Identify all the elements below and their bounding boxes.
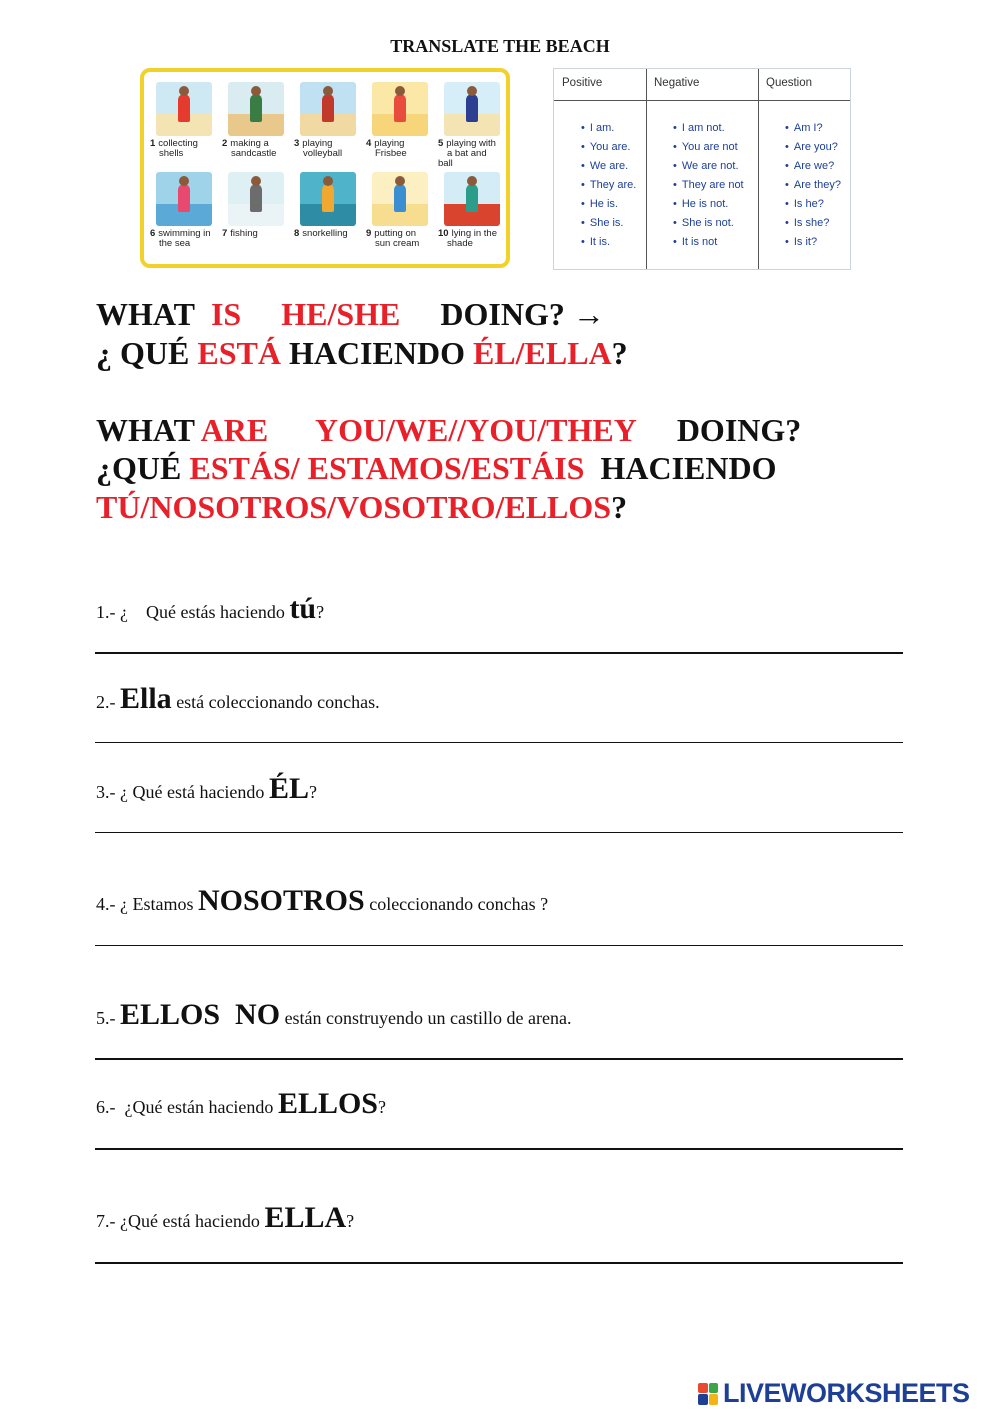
- rule2-spanish-line2: [96, 488, 627, 526]
- answer-line-6[interactable]: [95, 1148, 903, 1150]
- grammar-item: • It is.: [581, 235, 636, 254]
- word-esta: ESTÁ: [197, 335, 281, 371]
- grammar-item: • Is she?: [785, 216, 841, 235]
- negative-list: [673, 121, 744, 254]
- positive-header: Positive: [562, 77, 603, 89]
- positive-list: [581, 121, 636, 254]
- activity-illustration-icon: [372, 172, 428, 226]
- rule2-spanish-line1: [96, 449, 776, 487]
- word-are: ARE: [200, 412, 269, 448]
- question-mark: ?: [611, 335, 628, 371]
- word-elella: ÉL/ELLA: [472, 335, 612, 371]
- word-doing: DOING?: [676, 412, 802, 448]
- activity-8: [294, 172, 360, 239]
- grammar-item: • Is it?: [785, 235, 841, 254]
- word-is: IS: [210, 296, 242, 332]
- grammar-item: • She is not.: [673, 216, 744, 235]
- answer-line-7[interactable]: [95, 1262, 903, 1264]
- activity-caption: 1 collecting shells: [150, 138, 198, 159]
- grammar-item: • Are you?: [785, 140, 841, 159]
- question-mark: ?: [611, 489, 628, 525]
- activity-7: [222, 172, 288, 239]
- word-what: WHAT: [96, 412, 195, 448]
- answer-line-5[interactable]: [95, 1058, 903, 1060]
- word-que: ¿QUÉ: [96, 450, 182, 486]
- grammar-item: • We are not.: [673, 159, 744, 178]
- page-title: TRANSLATE THE BEACH: [390, 36, 610, 56]
- question-2: 2.- Ella está coleccionando conchas.: [96, 682, 380, 715]
- word-pronouns-es: TÚ/NOSOTROS/VOSOTRO/ELLOS: [96, 489, 612, 525]
- grammar-item: • Is he?: [785, 197, 841, 216]
- beach-activities-panel: [140, 68, 510, 268]
- logo-text: LIVEWORKSHEETS: [723, 1378, 970, 1408]
- activity-1: [150, 82, 216, 159]
- activity-caption: 5 playing with a bat and ball: [438, 138, 496, 169]
- grammar-table: [553, 68, 851, 270]
- grammar-item: • It is not: [673, 235, 744, 254]
- activity-illustration-icon: [228, 82, 284, 136]
- question-5: 5.- ELLOS NO están construyendo un castillo de arena.: [96, 998, 572, 1031]
- grammar-item: • Are we?: [785, 159, 841, 178]
- question-column: [758, 69, 852, 269]
- activity-caption: 10 lying in the shade: [438, 228, 497, 249]
- word-what: WHAT: [96, 296, 195, 332]
- activity-3: [294, 82, 360, 159]
- question-3: 3.- ¿ Qué está haciendo ÉL?: [96, 772, 317, 805]
- activity-illustration-icon: [300, 172, 356, 226]
- liveworksheets-logo[interactable]: [698, 1378, 970, 1409]
- activity-caption: 9 putting on sun cream: [366, 228, 420, 249]
- activity-illustration-icon: [444, 82, 500, 136]
- grammar-item: • Am I?: [785, 121, 841, 140]
- grammar-item: • I am not.: [673, 121, 744, 140]
- answer-line-4[interactable]: [95, 945, 903, 946]
- grammar-item: • I am.: [581, 121, 636, 140]
- rule2-english: [96, 411, 801, 449]
- activity-illustration-icon: [228, 172, 284, 226]
- rule1-english: [96, 295, 605, 333]
- question-7: 7.- ¿Qué está haciendo ELLA?: [96, 1201, 355, 1234]
- answer-line-2[interactable]: [95, 742, 903, 743]
- word-haciendo: HACIENDO: [288, 335, 465, 371]
- activity-2: [222, 82, 288, 159]
- question-6: 6.- ¿Qué están haciendo ELLOS?: [96, 1087, 386, 1120]
- activity-illustration-icon: [372, 82, 428, 136]
- activity-caption: 6 swimming in the sea: [150, 228, 211, 249]
- activity-illustration-icon: [156, 172, 212, 226]
- liveworksheets-logo-icon: [698, 1383, 718, 1405]
- rule1-spanish: [96, 334, 628, 372]
- activity-illustration-icon: [156, 82, 212, 136]
- question-1: 1.- ¿ Qué estás haciendo tú?: [96, 592, 325, 625]
- word-pronouns: YOU/WE//YOU/THEY: [315, 412, 637, 448]
- grammar-item: • She is.: [581, 216, 636, 235]
- negative-column: [646, 69, 758, 269]
- activity-4: [366, 82, 432, 159]
- activity-caption: 7 fishing: [222, 228, 258, 239]
- grammar-item: • They are.: [581, 178, 636, 197]
- word-doing: DOING? →: [440, 296, 605, 332]
- activity-5: [438, 82, 504, 169]
- grammar-item: • We are.: [581, 159, 636, 178]
- activity-caption: 8 snorkelling: [294, 228, 348, 239]
- word-haciendo: HACIENDO: [600, 450, 777, 486]
- grammar-item: • You are not: [673, 140, 744, 159]
- activity-caption: 3 playing volleyball: [294, 138, 343, 159]
- activity-illustration-icon: [300, 82, 356, 136]
- grammar-item: • You are.: [581, 140, 636, 159]
- activity-9: [366, 172, 432, 249]
- grammar-item: • Are they?: [785, 178, 841, 197]
- question-header: Question: [766, 77, 813, 89]
- question-list: [785, 121, 841, 254]
- activity-caption: 4 playing Frisbee: [366, 138, 407, 159]
- answer-line-3[interactable]: [95, 832, 903, 833]
- answer-line-1[interactable]: [95, 652, 903, 654]
- word-que: ¿ QUÉ: [96, 335, 190, 371]
- negative-header: Negative: [654, 77, 700, 89]
- activity-6: [150, 172, 216, 249]
- question-4: 4.- ¿ Estamos NOSOTROS coleccionando conchas ?: [96, 884, 549, 917]
- grammar-item: • He is not.: [673, 197, 744, 216]
- grammar-item: • He is.: [581, 197, 636, 216]
- activity-caption: 2 making a sandcastle: [222, 138, 277, 159]
- word-estar-forms: ESTÁS/ ESTAMOS/ESTÁIS: [189, 450, 585, 486]
- positive-column: [554, 69, 646, 269]
- activity-10: [438, 172, 504, 249]
- word-heshe: HE/SHE: [281, 296, 401, 332]
- activity-illustration-icon: [444, 172, 500, 226]
- grammar-item: • They are not: [673, 178, 744, 197]
